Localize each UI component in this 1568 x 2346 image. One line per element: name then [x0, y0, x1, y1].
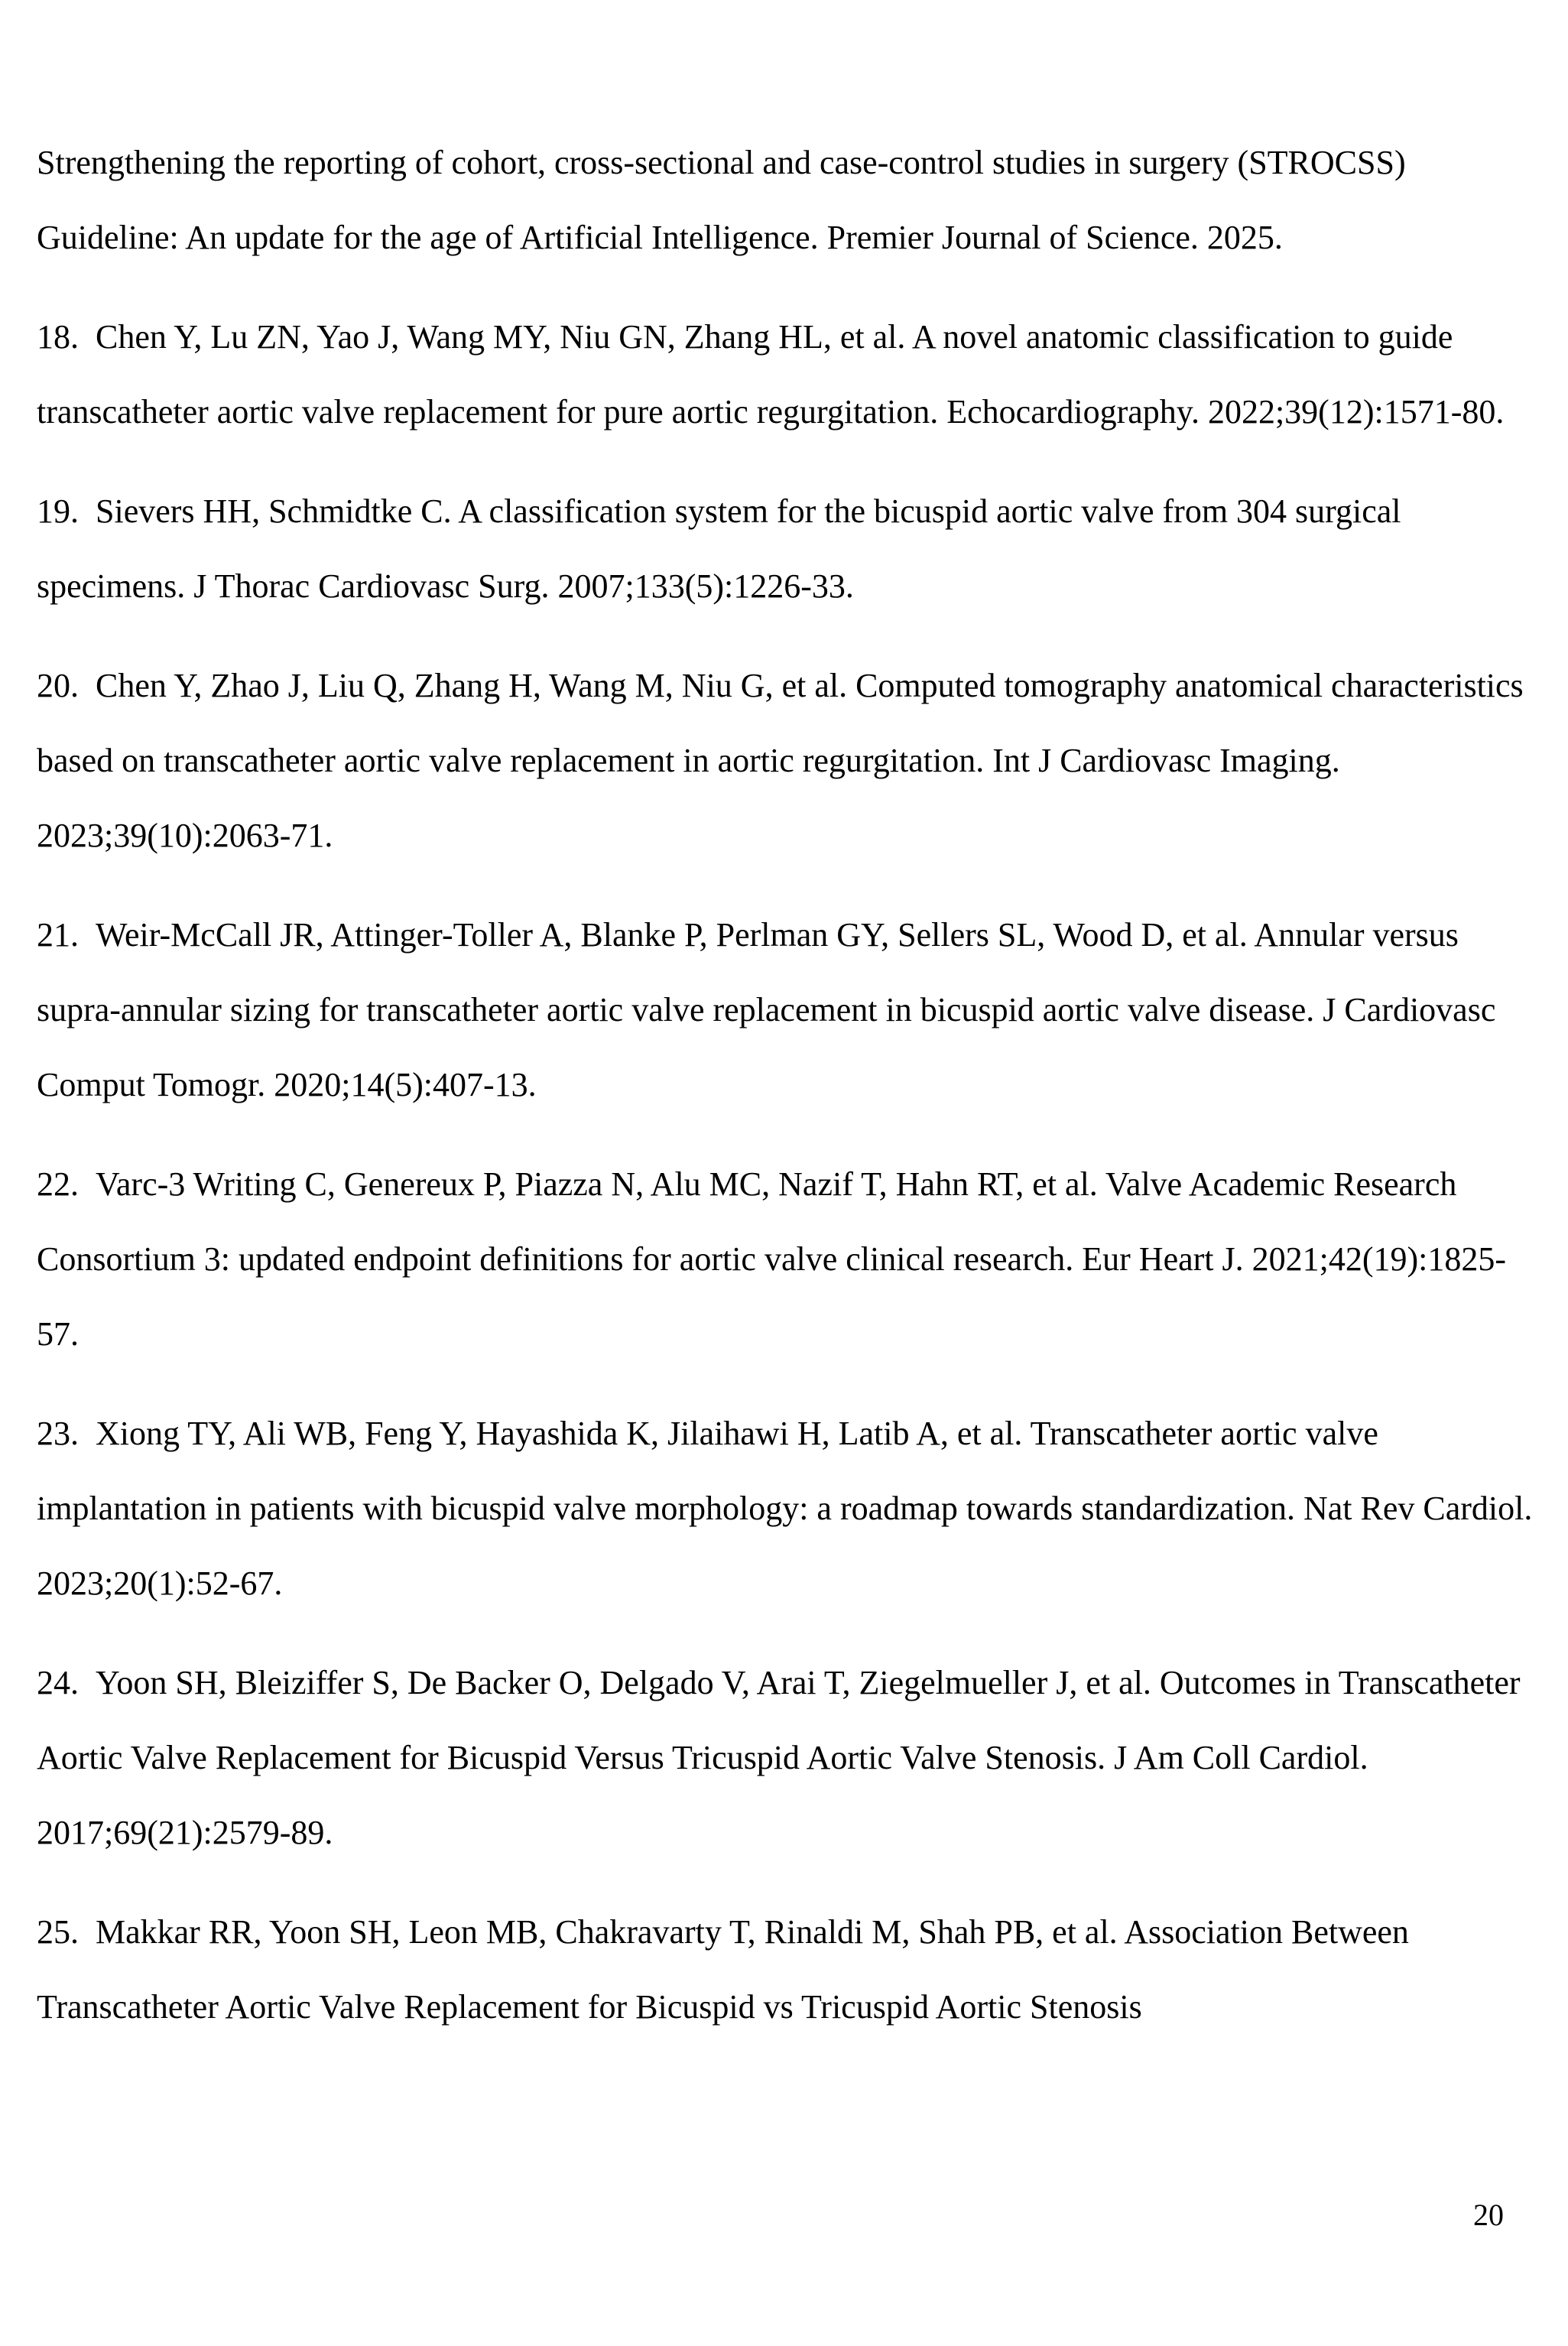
- reference-number: 24.: [37, 1664, 79, 1701]
- reference-number: 18.: [37, 318, 79, 356]
- reference-number: 21.: [37, 916, 79, 954]
- reference-text: Makkar RR, Yoon SH, Leon MB, Chakravarty T, Rinaldi M, Shah PB, et al. Association Between Transcatheter Aortic Valve Replacement for Bicuspid vs Tricuspid Aortic Stenosis: [37, 1913, 1409, 2026]
- reference-list: [37, 125, 1535, 2069]
- reference-text: Varc-3 Writing C, Genereux P, Piazza N, Alu MC, Nazif T, Hahn RT, et al. Valve Academic Research Consortium 3: updated endpoint definitions for aortic valve clinical research. Eur Heart J. 2021;42(19):1825-57.: [37, 1165, 1507, 1353]
- page-number: 20: [1473, 2198, 1504, 2232]
- reference-entry-continued: [37, 125, 1535, 275]
- reference-number: 22.: [37, 1165, 79, 1203]
- reference-entry-24: [37, 1646, 1535, 1870]
- reference-text: Strengthening the reporting of cohort, cross-sectional and case-control studies in surgery (STROCSS) Guideline: An update for the age of Artificial Intelligence. Premier Journal of Science. 2025.: [37, 144, 1406, 256]
- reference-text: Yoon SH, Bleiziffer S, De Backer O, Delgado V, Arai T, Ziegelmueller J, et al. Outcomes in Transcatheter Aortic Valve Replacement for Bicuspid Versus Tricuspid Aortic Valve Stenosis. J Am Coll Cardiol. 2017;69(21):2579-89.: [37, 1664, 1521, 1851]
- reference-text: Xiong TY, Ali WB, Feng Y, Hayashida K, Jilaihawi H, Latib A, et al. Transcatheter aortic valve implantation in patients with bicuspid valve morphology: a roadmap towards standardization. Nat Rev Cardiol. 2023;20(1):52-67.: [37, 1415, 1533, 1602]
- reference-text: Chen Y, Lu ZN, Yao J, Wang MY, Niu GN, Zhang HL, et al. A novel anatomic classification to guide transcatheter aortic valve replacement for pure aortic regurgitation. Echocardiography. 2022;39(12):1571-80.: [37, 318, 1505, 431]
- reference-entry-22: [37, 1147, 1535, 1372]
- reference-text: Sievers HH, Schmidtke C. A classification system for the bicuspid aortic valve from 304 surgical specimens. J Thorac Cardiovasc Surg. 2007;133(5):1226-33.: [37, 492, 1401, 605]
- reference-entry-19: [37, 474, 1535, 624]
- reference-entry-20: [37, 648, 1535, 873]
- reference-entry-21: [37, 898, 1535, 1123]
- reference-entry-18: [37, 300, 1535, 450]
- reference-number: 23.: [37, 1415, 79, 1452]
- reference-number: 20.: [37, 667, 79, 704]
- reference-number: 19.: [37, 492, 79, 530]
- reference-number: 25.: [37, 1913, 79, 1951]
- reference-entry-25: [37, 1895, 1535, 2045]
- reference-text: Weir-McCall JR, Attinger-Toller A, Blanke P, Perlman GY, Sellers SL, Wood D, et al. Annular versus supra-annular sizing for transcatheter aortic valve replacement in bicuspid aortic valve disease. J Cardiovasc Comput Tomogr. 2020;14(5):407-13.: [37, 916, 1496, 1103]
- reference-entry-23: [37, 1396, 1535, 1621]
- reference-text: Chen Y, Zhao J, Liu Q, Zhang H, Wang M, Niu G, et al. Computed tomography anatomical characteristics based on transcatheter aortic valve replacement in aortic regurgitation. Int J Cardiovasc Imaging. 2023;39(10):2063-71.: [37, 667, 1524, 854]
